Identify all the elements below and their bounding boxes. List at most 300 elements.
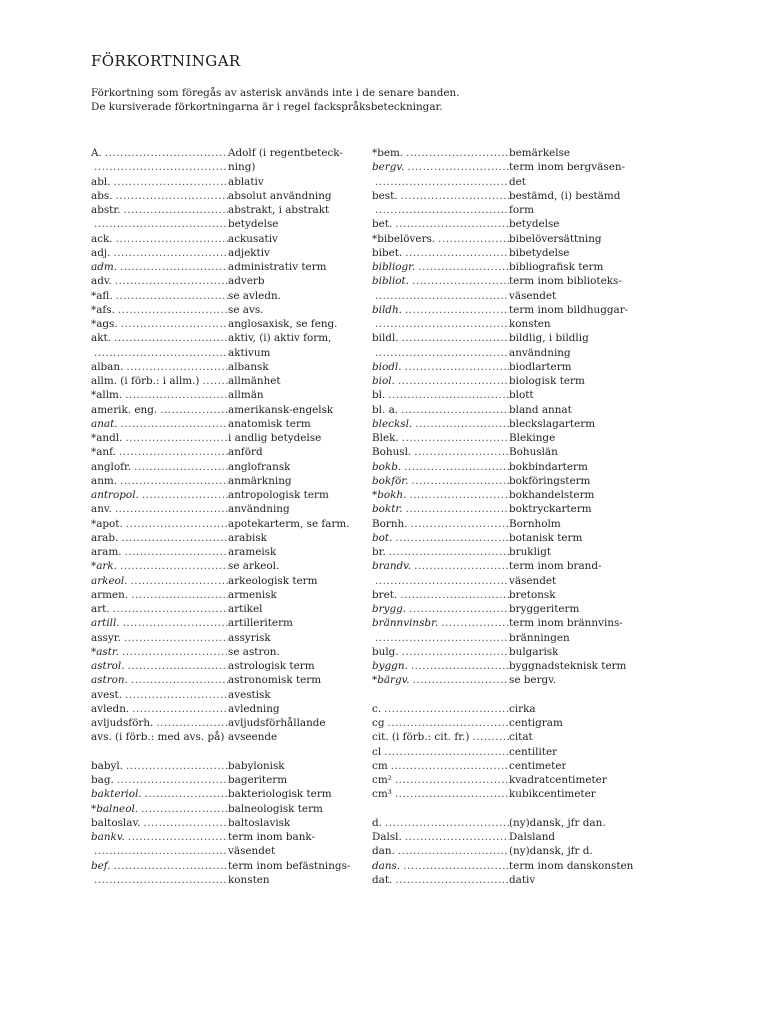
entry-lead <box>372 859 509 873</box>
abbreviation-meaning: bleckslagarterm <box>509 417 596 430</box>
abbreviation-entry <box>372 374 647 388</box>
abbreviation-meaning: anatomisk term <box>228 417 311 430</box>
dot-leader <box>91 873 228 887</box>
entry-lead <box>372 346 509 360</box>
abbreviation-meaning: bildlig, i bildlig <box>509 332 589 345</box>
abbreviation-meaning: avestisk <box>228 688 271 701</box>
abbreviation-meaning: anglosaxisk, se feng. <box>228 318 338 330</box>
abbreviation-entry <box>91 403 356 417</box>
abbreviation-entry <box>372 574 647 588</box>
abbreviation-meaning: arameisk <box>228 546 277 558</box>
dot-leader <box>123 360 228 374</box>
abbreviation-meaning: avljudsförhållande <box>228 717 326 729</box>
page-title: FÖRKORTNINGAR <box>91 52 241 70</box>
entry-lead <box>91 160 228 174</box>
abbreviation-meaning: användning <box>509 346 571 359</box>
entry-lead <box>372 787 509 801</box>
entry-lead <box>372 203 509 217</box>
abbreviation: cl <box>372 745 382 758</box>
entry-lead <box>91 317 228 331</box>
entry-lead <box>91 474 228 488</box>
abbreviation: bibet. <box>372 246 403 259</box>
abbreviation: amerik. eng. <box>91 403 158 416</box>
abbreviation-meaning: avledning <box>228 702 280 715</box>
abbreviation: bakteriol. <box>91 788 142 801</box>
entry-lead <box>372 730 509 744</box>
abbreviation-meaning: aktivum <box>228 346 271 359</box>
abbreviation-meaning: väsendet <box>228 845 276 858</box>
abbreviation-meaning: bretonsk <box>509 588 556 601</box>
abbreviation-entry <box>372 203 647 217</box>
abbreviation-entry <box>372 588 647 602</box>
abbreviation-entry <box>372 317 647 331</box>
abbreviation: avs. (i förb.: med avs. på) <box>91 731 225 744</box>
entry-lead <box>91 274 228 288</box>
abbreviation: adj. <box>91 246 111 259</box>
abbreviation-meaning: väsendet <box>509 574 557 587</box>
abbreviation-entry <box>91 374 356 388</box>
abbreviation-meaning: bokbindarterm <box>509 460 588 473</box>
abbreviation: *allm. <box>91 389 123 402</box>
dot-leader <box>411 559 509 573</box>
abbreviation: babyl. <box>91 759 123 772</box>
abbreviation-entry <box>91 659 356 673</box>
abbreviation-entry <box>91 802 356 816</box>
abbreviation: bibliot. <box>372 275 410 288</box>
abbreviation-meaning: väsendet <box>509 289 557 302</box>
entry-lead <box>91 759 228 773</box>
entry-lead <box>91 417 228 431</box>
dot-leader <box>386 545 509 559</box>
entry-lead <box>372 645 509 659</box>
abbreviation-entry <box>372 175 647 189</box>
abbreviation-entry <box>372 445 647 459</box>
abbreviation: br. <box>372 546 386 558</box>
abbreviation-meaning: konsten <box>509 318 551 330</box>
entry-lead <box>91 716 228 730</box>
entry-lead <box>91 189 228 203</box>
entry-lead <box>372 702 509 716</box>
dot-leader <box>381 745 509 759</box>
abbreviation-entry <box>372 844 647 858</box>
dot-leader <box>122 388 228 402</box>
abbreviation-entry <box>372 759 647 773</box>
abbreviation-meaning: centigram <box>509 717 563 729</box>
abbreviation: anglofr. <box>91 460 132 473</box>
dot-leader <box>372 574 509 588</box>
entry-lead <box>372 274 509 288</box>
abbreviation: avledn. <box>91 702 130 715</box>
entry-lead <box>91 403 228 417</box>
entry-lead <box>91 688 228 702</box>
entry-lead <box>91 431 228 445</box>
section-gap <box>372 688 647 702</box>
section-gap <box>91 745 356 759</box>
entry-lead <box>372 545 509 559</box>
dot-leader <box>91 160 228 174</box>
dot-leader <box>117 474 228 488</box>
abbreviation-entry <box>372 659 647 673</box>
abbreviation-entry <box>372 160 647 174</box>
entry-lead <box>91 673 228 687</box>
abbreviation-entry <box>91 716 356 730</box>
abbreviation-entry <box>372 303 647 317</box>
abbreviation-entry <box>91 602 356 616</box>
abbreviation-entry <box>91 631 356 645</box>
dot-leader <box>388 759 509 773</box>
entry-lead <box>372 289 509 303</box>
dot-leader <box>381 702 509 716</box>
abbreviation-meaning: armenisk <box>228 588 277 601</box>
entry-lead <box>91 289 228 303</box>
dot-leader <box>400 859 509 873</box>
abbreviation-meaning: Bohuslän <box>509 446 558 459</box>
dot-leader <box>122 431 228 445</box>
dot-leader <box>401 460 509 474</box>
dot-leader <box>116 445 228 459</box>
abbreviation-meaning: term inom bildhuggar- <box>509 303 629 316</box>
abbreviation-entry <box>91 730 356 744</box>
dot-leader <box>129 702 228 716</box>
abbreviation-meaning: arkeologisk term <box>228 574 318 587</box>
abbreviation-meaning: term inom befästnings- <box>228 859 351 872</box>
abbreviation-meaning: byggnadsteknisk term <box>509 660 627 672</box>
abbreviation-meaning: Bornholm <box>509 517 561 530</box>
abbreviation: aram. <box>91 546 122 558</box>
abbreviation-meaning: bokföringsterm <box>509 474 591 487</box>
abbreviation-meaning: antropologisk term <box>228 489 329 501</box>
abbreviation-meaning: term inom brand- <box>509 560 602 573</box>
entry-lead <box>91 645 228 659</box>
abbreviation: astrol. <box>91 660 125 672</box>
abbreviation: cm <box>372 759 388 772</box>
dot-leader <box>372 289 509 303</box>
abbreviation-meaning: användning <box>228 503 290 516</box>
entry-lead <box>91 175 228 189</box>
abbreviation-meaning: Blekinge <box>509 432 556 444</box>
dot-leader <box>392 773 509 787</box>
entry-lead <box>372 745 509 759</box>
dot-leader <box>138 802 228 816</box>
abbreviation: artill. <box>91 617 120 630</box>
entry-lead <box>372 260 509 274</box>
abbreviation: Bohusl. <box>372 446 412 459</box>
abbreviation-meaning: astrologisk term <box>228 660 315 672</box>
abbreviation-entry <box>91 474 356 488</box>
abbreviation-entry <box>372 730 647 744</box>
abbreviation: bokför. <box>372 474 409 487</box>
dot-leader <box>131 460 228 474</box>
abbreviation: bag. <box>91 774 114 786</box>
abbreviation: arkeol. <box>91 574 128 587</box>
intro-text <box>91 86 691 114</box>
abbreviation-entry <box>372 146 647 160</box>
dot-leader <box>438 616 509 630</box>
entry-lead <box>372 460 509 474</box>
abbreviation-entry <box>91 702 356 716</box>
dot-leader <box>113 289 228 303</box>
abbreviation-entry <box>91 232 356 246</box>
abbreviation-entry <box>91 559 356 573</box>
abbreviation: allm. (i förb.: i allm.) <box>91 375 200 387</box>
dot-leader <box>406 602 509 616</box>
abbreviation-meaning: (ny)dansk, jfr d. <box>509 845 593 858</box>
dot-leader <box>399 331 509 345</box>
abbreviation-entry <box>372 360 647 374</box>
abbreviation-entry <box>372 859 647 873</box>
entry-lead <box>372 488 509 502</box>
entry-lead <box>372 175 509 189</box>
dot-leader <box>408 474 509 488</box>
abbreviation: astron. <box>91 674 128 687</box>
dot-leader <box>102 146 228 160</box>
abbreviation: dans. <box>372 859 401 872</box>
dot-leader <box>402 303 509 317</box>
dot-leader <box>119 645 228 659</box>
abbreviation: cm³ <box>372 788 392 801</box>
abbreviation-meaning: citat <box>509 731 533 744</box>
abbreviation-entry <box>372 702 647 716</box>
entry-lead <box>91 859 228 873</box>
abbreviation-entry <box>372 274 647 288</box>
abbreviation: cg <box>372 717 385 729</box>
abbreviation-meaning: dativ <box>509 873 536 886</box>
abbreviation: boktr. <box>372 503 403 516</box>
abbreviation: bildl. <box>372 332 399 345</box>
dot-leader <box>115 303 228 317</box>
entry-lead <box>372 189 509 203</box>
abbreviation-meaning: bulgarisk <box>509 645 559 658</box>
abbreviation-meaning: term inom biblioteks- <box>509 275 622 288</box>
dot-leader <box>125 830 228 844</box>
entry-lead <box>372 588 509 602</box>
abbreviation-entry <box>372 787 647 801</box>
dot-leader <box>435 232 509 246</box>
dot-leader <box>392 873 509 887</box>
abbreviation: assyr. <box>91 631 121 644</box>
abbreviation-meaning: bestämd, (i) bestämd <box>509 189 621 202</box>
abbreviation: bet. <box>372 218 393 231</box>
abbreviation-entry <box>91 246 356 260</box>
dot-leader <box>113 232 228 246</box>
abbreviation-entry <box>372 431 647 445</box>
abbreviation-entry <box>372 830 647 844</box>
abbreviation-meaning: betydelse <box>509 218 560 231</box>
abbreviation-entry <box>91 844 356 858</box>
abbreviation-entry <box>372 474 647 488</box>
abbreviation-entry <box>372 873 647 887</box>
dot-leader <box>372 175 509 189</box>
entry-lead <box>91 773 228 787</box>
abbreviation-meaning: bränningen <box>509 631 570 644</box>
abbreviation-entry <box>372 545 647 559</box>
dot-leader <box>118 417 228 431</box>
abbreviation: anv. <box>91 503 112 516</box>
abbreviation-meaning: apotekarterm, se farm. <box>228 517 350 530</box>
entry-lead <box>372 317 509 331</box>
dot-leader <box>392 217 509 231</box>
dot-leader <box>157 403 228 417</box>
dot-leader <box>111 859 228 873</box>
abbreviation: arab. <box>91 531 119 544</box>
entry-lead <box>91 730 228 744</box>
dot-leader <box>118 317 228 331</box>
dot-leader <box>123 517 228 531</box>
abbreviation-meaning: absolut användning <box>228 189 332 202</box>
entry-lead <box>372 160 509 174</box>
dot-leader <box>128 673 228 687</box>
entry-lead <box>91 873 228 887</box>
abbreviation: adm. <box>91 261 118 273</box>
abbreviation: biodl. <box>372 360 402 373</box>
entry-lead <box>372 631 509 645</box>
abbreviation: *afl. <box>91 289 113 302</box>
dot-leader <box>125 659 228 673</box>
abbreviation-entry <box>372 645 647 659</box>
abbreviation-column-left <box>91 146 356 887</box>
abbreviation: bankv. <box>91 831 125 843</box>
entry-lead <box>91 374 228 388</box>
dot-leader <box>91 346 228 360</box>
abbreviation-entry <box>372 403 647 417</box>
abbreviation-entry <box>372 232 647 246</box>
abbreviation: *andl. <box>91 432 123 444</box>
dot-leader <box>142 787 228 801</box>
dot-leader <box>372 317 509 331</box>
abbreviation: *bärgv. <box>372 674 410 687</box>
abbreviation-entry <box>91 588 356 602</box>
abbreviation-entry <box>372 260 647 274</box>
abbreviation-entry <box>372 331 647 345</box>
abbreviation-meaning: kubikcentimeter <box>509 788 596 801</box>
entry-lead <box>91 844 228 858</box>
abbreviation: Dalsl. <box>372 831 402 843</box>
abbreviation: abstr. <box>91 204 121 216</box>
dot-leader <box>117 260 228 274</box>
dot-leader <box>111 331 228 345</box>
dot-leader <box>110 246 228 260</box>
entry-lead <box>91 217 228 231</box>
abbreviation-entry <box>91 688 356 702</box>
dot-leader <box>120 616 228 630</box>
dot-leader <box>123 759 228 773</box>
abbreviation-meaning: term inom danskonsten <box>509 859 634 872</box>
abbreviation-column-right <box>372 146 647 887</box>
dot-leader <box>128 588 228 602</box>
abbreviation-entry <box>91 759 356 773</box>
abbreviation-meaning: bibliografisk term <box>509 261 604 273</box>
abbreviation-entry <box>372 517 647 531</box>
abbreviation-entry <box>372 346 647 360</box>
dot-leader <box>403 502 509 516</box>
abbreviation-meaning: arabisk <box>228 531 267 544</box>
abbreviation-meaning: centiliter <box>509 745 558 758</box>
abbreviation: abs. <box>91 189 113 202</box>
abbreviation: bret. <box>372 588 398 601</box>
entry-lead <box>91 830 228 844</box>
abbreviation: adv. <box>91 275 112 288</box>
abbreviation-meaning: term inom brännvins- <box>509 617 623 630</box>
abbreviation-meaning: assyrisk <box>228 631 271 644</box>
abbreviation-meaning: term inom bank- <box>228 831 316 843</box>
abbreviation: baltoslav. <box>91 816 141 829</box>
dot-leader <box>469 730 509 744</box>
abbreviation-entry <box>372 773 647 787</box>
entry-lead <box>91 303 228 317</box>
entry-lead <box>372 502 509 516</box>
abbreviation: bergv. <box>372 161 405 174</box>
entry-lead <box>91 260 228 274</box>
abbreviation: byggn. <box>372 660 408 672</box>
abbreviation: brandv. <box>372 560 412 573</box>
entry-lead <box>372 673 509 687</box>
abbreviation-meaning: babylonisk <box>228 759 285 772</box>
dot-leader <box>402 360 509 374</box>
dot-leader <box>412 417 509 431</box>
abbreviation-entry <box>372 716 647 730</box>
abbreviation-entry <box>91 574 356 588</box>
abbreviation: *bibelövers. <box>372 232 436 245</box>
dot-leader <box>392 531 509 545</box>
entry-lead <box>91 360 228 374</box>
dot-leader <box>384 716 509 730</box>
dot-leader <box>403 146 509 160</box>
dot-leader <box>415 260 509 274</box>
abbreviation-meaning: Adolf (i regentbeteck- <box>228 147 343 159</box>
dot-leader <box>410 673 509 687</box>
abbreviation: brännvinsbr. <box>372 617 439 630</box>
abbreviation: *bokh. <box>372 489 407 501</box>
abbreviation-entry <box>372 745 647 759</box>
entry-lead <box>91 232 228 246</box>
entry-lead <box>91 445 228 459</box>
abbreviation-entry <box>91 517 356 531</box>
entry-lead <box>91 787 228 801</box>
abbreviation-meaning: ning) <box>228 161 256 174</box>
abbreviation-entry <box>372 217 647 231</box>
abbreviation: bulg. <box>372 645 399 658</box>
abbreviation: Bornh. <box>372 517 408 530</box>
dot-leader <box>139 488 228 502</box>
abbreviation: bokb. <box>372 460 402 473</box>
abbreviation-entry <box>91 787 356 801</box>
abbreviation-entry <box>372 559 647 573</box>
entry-lead <box>91 531 228 545</box>
abbreviation: dan. <box>372 845 395 858</box>
abbreviation-meaning: bageriterm <box>228 774 288 786</box>
abbreviation-meaning: det <box>509 175 526 188</box>
entry-lead <box>91 146 228 160</box>
dot-leader <box>121 631 228 645</box>
abbreviation: *astr. <box>91 645 120 658</box>
dot-leader <box>397 588 509 602</box>
abbreviation-entry <box>91 317 356 331</box>
dot-leader <box>153 716 228 730</box>
abbreviation-meaning: blott <box>509 389 534 402</box>
abbreviation: avest. <box>91 688 123 701</box>
abbreviation-meaning: artikel <box>228 603 263 615</box>
dot-leader <box>408 517 509 531</box>
entry-lead <box>91 346 228 360</box>
entry-lead <box>91 602 228 616</box>
abbreviation-meaning: bibelöversättning <box>509 232 602 245</box>
abbreviation-meaning: brukligt <box>509 546 552 558</box>
entry-lead <box>372 474 509 488</box>
abbreviation-meaning: anglofransk <box>228 460 291 473</box>
dot-leader <box>118 531 228 545</box>
abbreviation-meaning: boktryckarterm <box>509 503 592 516</box>
abbreviation: armen. <box>91 588 129 601</box>
